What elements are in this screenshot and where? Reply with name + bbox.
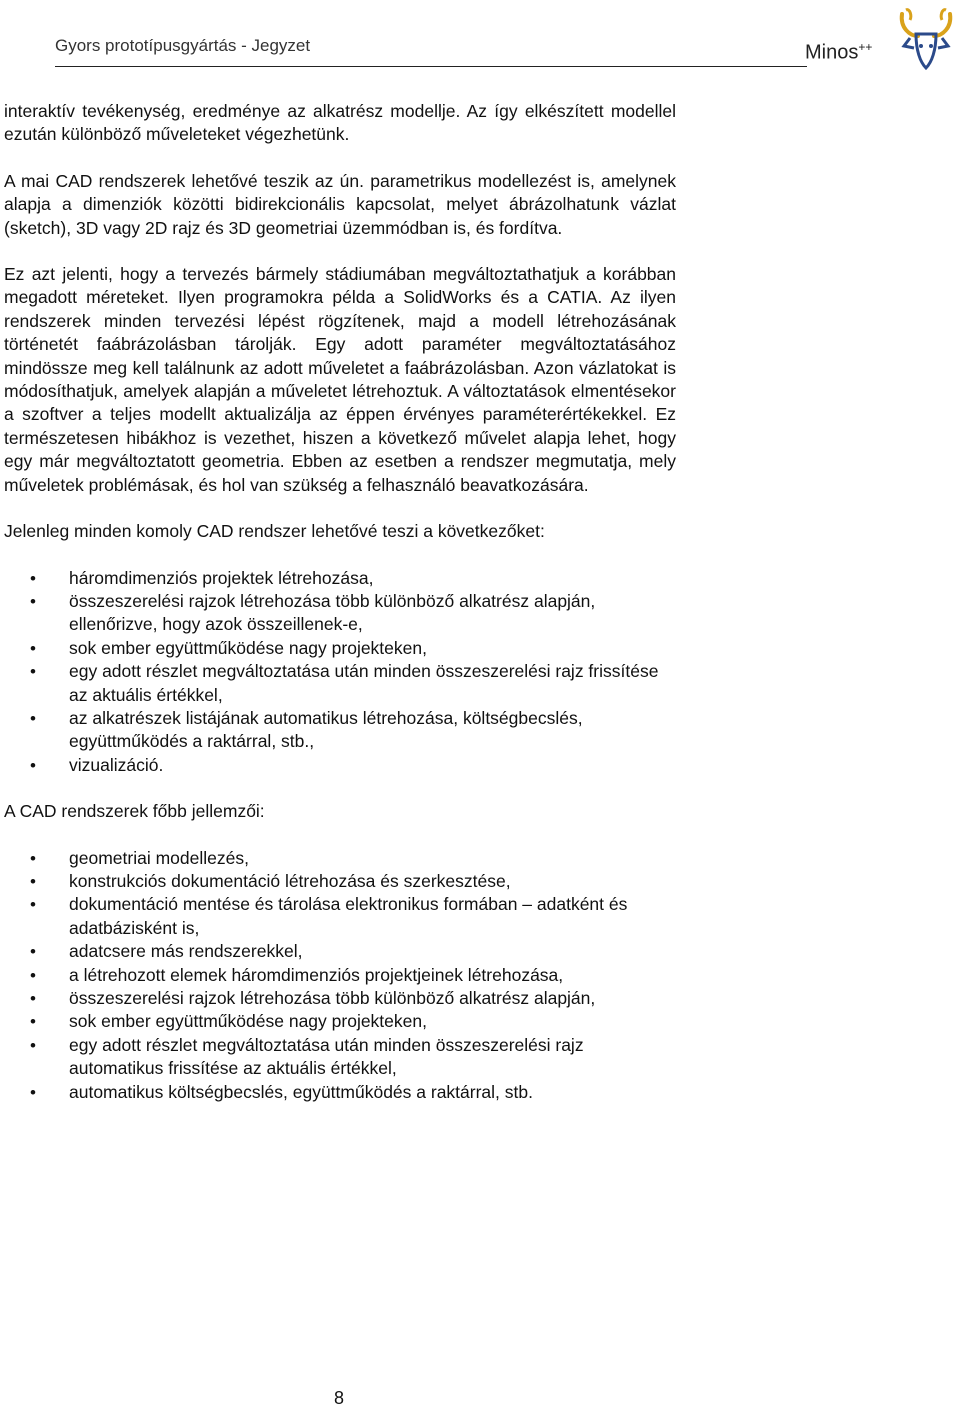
list-item: • adatcsere más rendszerekkel, bbox=[4, 940, 676, 963]
header-rule bbox=[55, 66, 807, 67]
page-content bbox=[4, 100, 676, 1127]
paragraph: A CAD rendszerek főbb jellemzői: bbox=[4, 801, 265, 822]
list-item: • a létrehozott elemek háromdimenziós projektjeinek létrehozása, bbox=[4, 964, 676, 987]
brand-text: Minos bbox=[805, 41, 859, 64]
list-item: • sok ember együttműködése nagy projekteken, bbox=[4, 637, 676, 660]
list-item: • egy adott részlet megváltoztatása után minden összeszerelési rajz automatikus frissítése az aktuális értékkel, bbox=[4, 1034, 676, 1081]
features-list bbox=[4, 847, 676, 1104]
page-number: 8 bbox=[333, 1388, 344, 1408]
list-item: • háromdimenziós projektek létrehozása, bbox=[4, 567, 676, 590]
list-item: • az alkatrészek listájának automatikus létrehozása, költségbecslés, együttműködés a raktárral, stb., bbox=[4, 707, 676, 754]
list-item: • sok ember együttműködése nagy projekteken, bbox=[4, 1010, 676, 1033]
paragraph: Jelenleg minden komoly CAD rendszer lehetővé teszi a következőket: bbox=[4, 521, 545, 542]
list-item: • vizualizáció. bbox=[4, 754, 676, 777]
paragraph: Ez azt jelenti, hogy a tervezés bármely stádiumában megváltoztathatjuk a korábban megadott méreteket. Ilyen programokra példa a SolidWorks és a CATIA. Az ilyen rendszerek minden tervezési lépést rögzítenek, majd a modell létrehozásának történetét faábrázolásban tárolják. Egy adott paraméter megváltoztatásához mindössze meg kell találnunk az adott műveletet a faábrázolásban. Azon vázlatokat is módosíthatjuk, amelyek alapján a műveletet létrehoztuk. A változtatások elmentésekor a szoftver a teljes modellt aktualizálja az éppen érvényes paraméterértékekkel. Ez természetesen hibákhoz is vezethet, hiszen a következő művelet alapja lehet, hogy egy már megváltoztatott geometria. Ebben az esetben a rendszer megmutatja, mely műveletek problémásak, és hol van szükség a felhasználó beavatkozására. bbox=[4, 264, 676, 495]
list-item: • összeszerelési rajzok létrehozása több különböző alkatrész alapján, bbox=[4, 987, 676, 1010]
paragraph: A mai CAD rendszerek lehetővé teszik az ún. parametrikus modellezést is, amelynek alapja a dimenziók közötti bidirekcionális kapcsolat, melyet ábrázolhatunk vázlat (sketch), 3D vagy 2D rajz és 3D geometriai üzemmódban is, és fordítva. bbox=[4, 170, 676, 238]
capabilities-list bbox=[4, 567, 676, 778]
list-item: • automatikus költségbecslés, együttműködés a raktárral, stb. bbox=[4, 1081, 676, 1104]
paragraph: interaktív tevékenység, eredménye az alkatrész modellje. Az így elkészített modellel ezután különböző műveleteket végezhetünk. bbox=[4, 101, 676, 145]
brand-name bbox=[805, 40, 872, 65]
list-item: • egy adott részlet megváltoztatása után minden összeszerelési rajz frissítése az aktuális értékkel, bbox=[4, 660, 676, 707]
list-item: • geometriai modellezés, bbox=[4, 847, 676, 870]
brand-superscript: ++ bbox=[858, 40, 873, 54]
bull-head-logo-icon bbox=[896, 6, 956, 72]
list-item: • dokumentáció mentése és tárolása elektronikus formában – adatként és adatbázisként is, bbox=[4, 893, 676, 940]
page-header bbox=[0, 0, 960, 80]
list-item: • konstrukciós dokumentáció létrehozása és szerkesztése, bbox=[4, 870, 676, 893]
list-item: • összeszerelési rajzok létrehozása több különböző alkatrész alapján, ellenőrizve, hogy azok összeillenek-e, bbox=[4, 590, 676, 637]
document-title: Gyors prototípusgyártás - Jegyzet bbox=[55, 36, 311, 55]
